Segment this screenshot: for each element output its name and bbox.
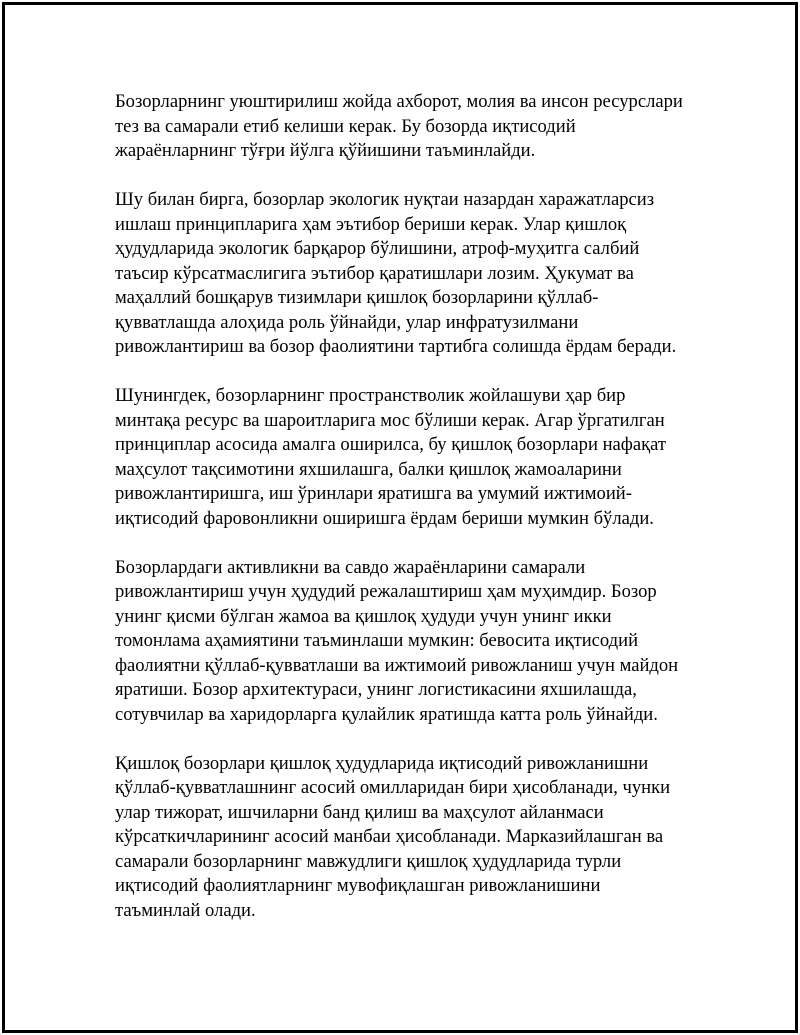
text-line: ривожлантириш учун ҳудудий режалаштириш ҳам муҳимдир. Бозор	[115, 581, 657, 602]
paragraph-1	[115, 90, 725, 164]
text-line: таъминлай олади.	[115, 899, 256, 921]
paragraph-4	[115, 556, 725, 728]
text-line: Шу билан бирга, бозорлар экологик нуқтаи назардан харажатларсиз	[115, 189, 655, 210]
text-line: ривожлантиришга, иш ўринлари яратишга ва умумий ижтимоий-	[115, 483, 632, 504]
text-line: сотувчилар ва харидорларга қулайлик яратишда катта роль ўйнайди.	[115, 703, 658, 725]
text-line: тез ва самарали етиб келиши керак. Бу бозорда иқтисодий	[115, 115, 576, 137]
paragraph-2	[115, 188, 725, 360]
text-line: ривожлантириш ва бозор фаолиятини тартибга солишда ёрдам беради.	[115, 336, 677, 357]
text-line: маҳсулот тақсимотини яхшилашга, балки қишлоқ жамоаларини	[115, 458, 622, 480]
document-body	[115, 90, 725, 948]
text-line: самарали бозорларнинг мавжудлиги қишлоқ ҳудудларида турли	[115, 850, 622, 872]
text-line: фаолиятни қўллаб-қувватлаши ва ижтимоий ривожланиш учун майдон	[115, 654, 679, 676]
text-line: Қишлоқ бозорлари қишлоқ ҳудудларида иқтисодий ривожланишни	[115, 752, 649, 774]
text-line: иқтисодий фаровонликни оширишга ёрдам бериши мумкин бўлади.	[115, 507, 654, 529]
text-line: ишлаш принципларига ҳам эътибор бериши керак. Улар қишлоқ	[115, 213, 627, 235]
text-line: Бозорларнинг уюштирилиш жойда ахборот, молия ва инсон ресурслари	[115, 91, 683, 112]
text-line: қувватлашда алоҳида роль ўйнайди, улар инфратузилмани	[115, 311, 579, 333]
text-line: минтақа ресурс ва шароитларига мос бўлиши керак. Агар ўргатилган	[115, 409, 665, 431]
text-line: таъсир кўрсатмаслигига эътибор қаратишлари лозим. Ҳукумат ва	[115, 262, 634, 284]
text-line: Шунингдек, бозорларнинг пространстволик жойлашуви ҳар бир	[115, 385, 626, 406]
text-line: томонлама аҳамиятини таъминлаши мумкин: бевосита иқтисодий	[115, 630, 639, 651]
text-line: иқтисодий фаолиятларнинг мувофиқлашган ривожланишини	[115, 875, 601, 896]
text-line: жараёнларнинг тўғри йўлга қўйишини таъминлайди.	[115, 140, 536, 161]
text-line: қўллаб-қувватлашнинг асосий омилларидан бири ҳисобланади, чунки	[115, 777, 671, 798]
text-line: улар тижорат, ишчиларни банд қилиш ва маҳсулот айланмаси	[115, 801, 604, 823]
text-line: кўрсаткичларининг асосий манбаи ҳисобланади. Марказийлашган ва	[115, 826, 664, 847]
text-line: яратиши. Бозор архитектураси, унинг логистикасини яхшилашда,	[115, 679, 637, 700]
text-line: маҳаллий бошқарув тизимлари қишлоқ бозорларини қўллаб-	[115, 287, 599, 308]
text-line: унинг қисми бўлган жамоа ва қишлоқ ҳудуди учун унинг икки	[115, 605, 612, 627]
paragraph-3	[115, 384, 725, 531]
text-line: принциплар асосида амалга оширилса, бу қишлоқ бозорлари нафақат	[115, 434, 667, 455]
paragraph-5	[115, 752, 725, 924]
text-line: Бозорлардаги активликни ва савдо жараёнларини самарали	[115, 556, 586, 578]
text-line: ҳудудларида экологик барқарор бўлишини, атроф-муҳитга салбий	[115, 238, 640, 259]
